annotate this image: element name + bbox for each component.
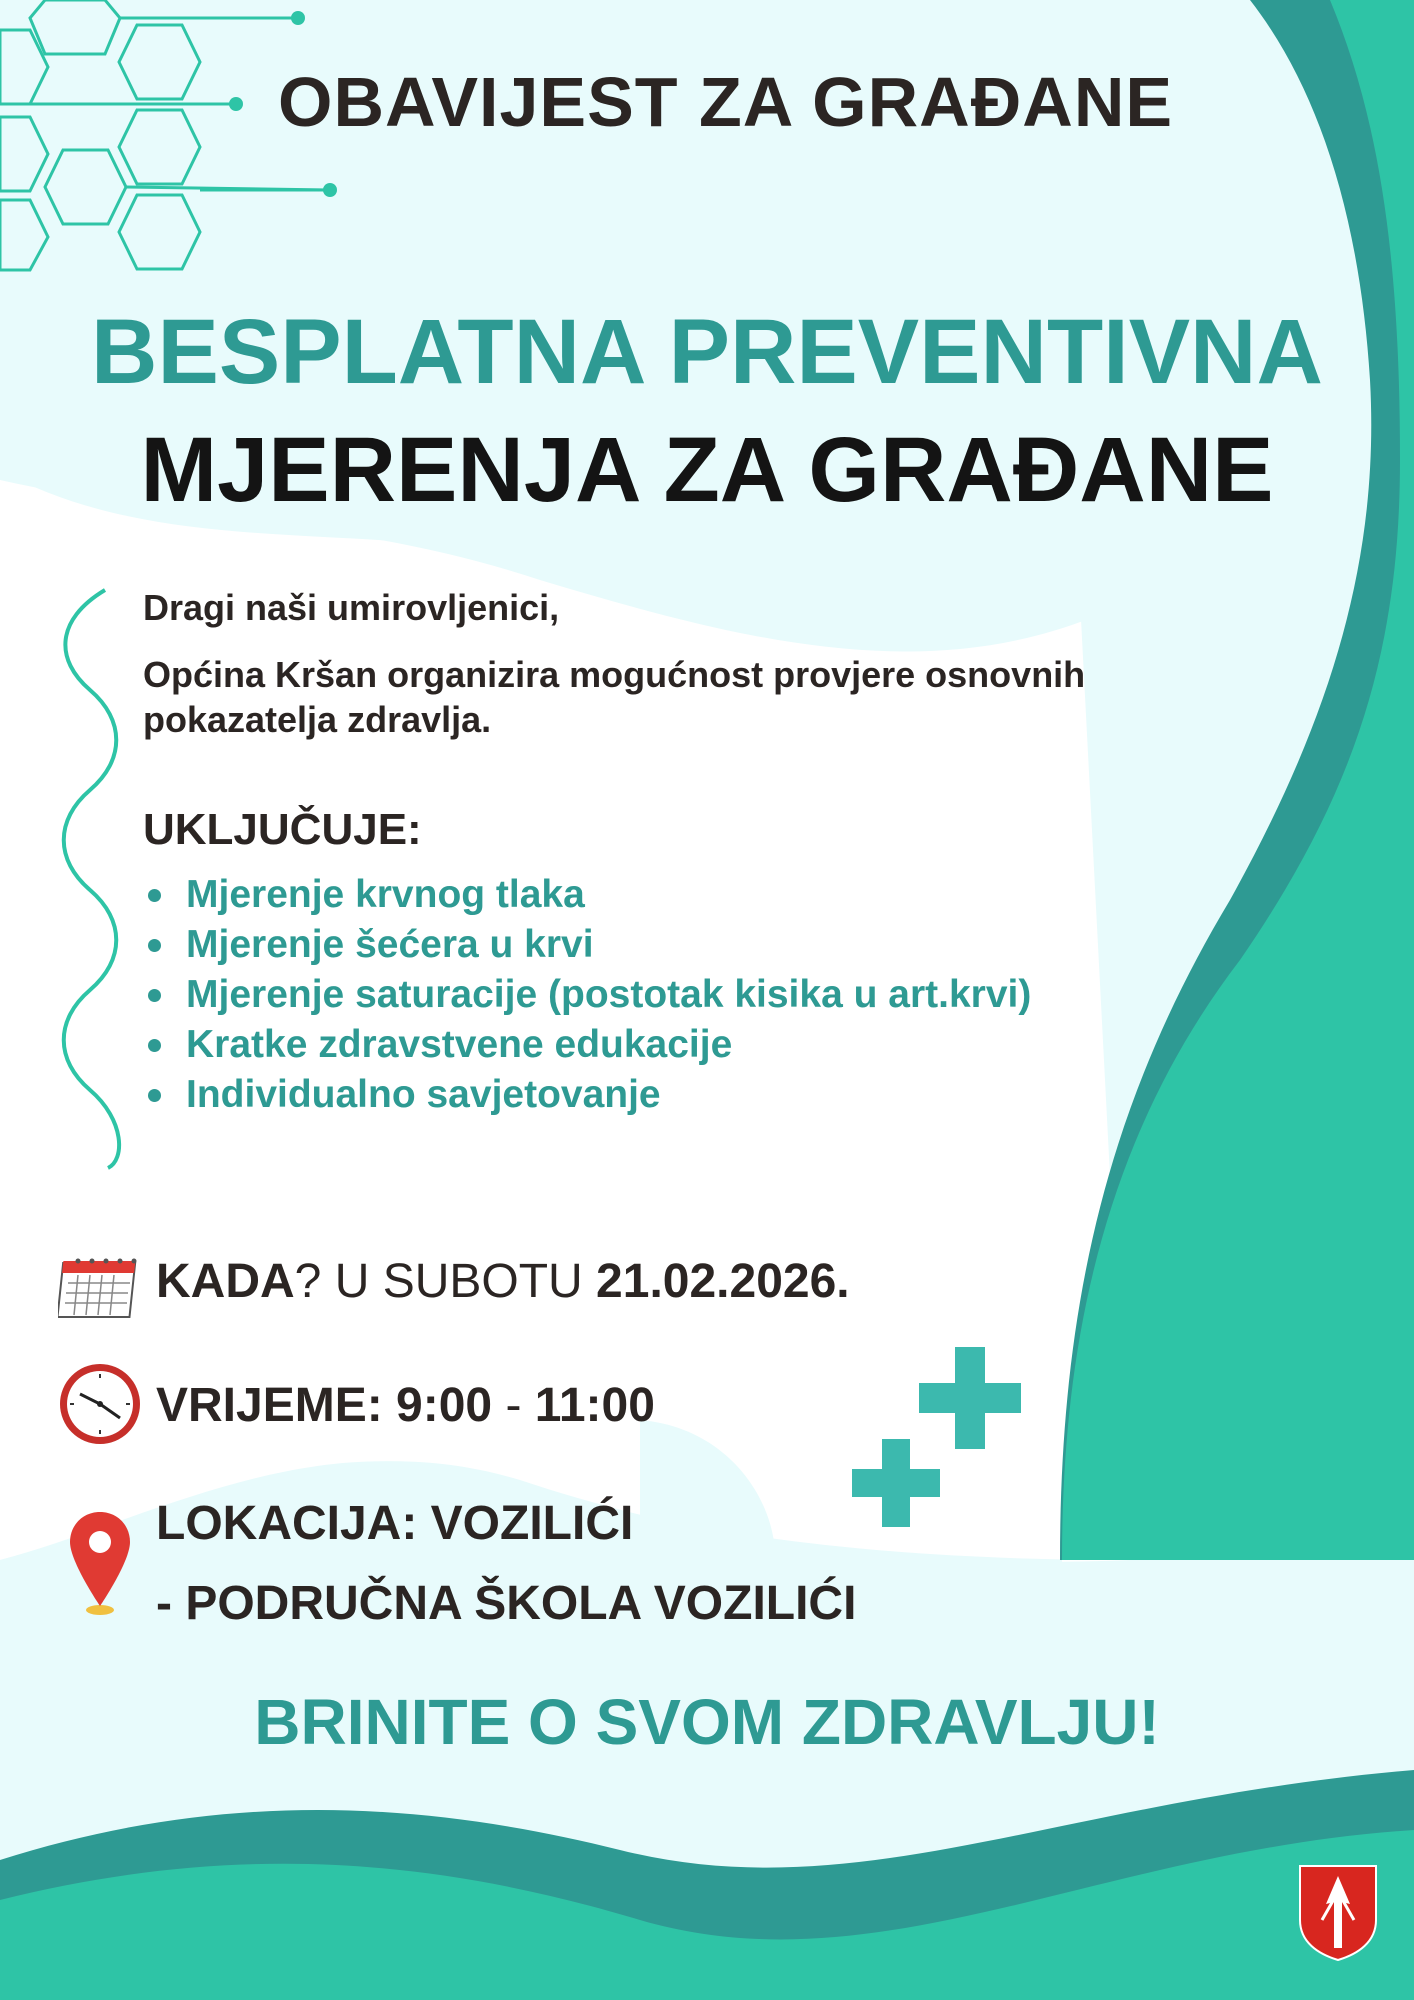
greeting: Dragi naši umirovljenici, xyxy=(143,587,560,628)
location-line1: LOKACIJA: VOZILIĆI xyxy=(156,1497,634,1550)
includes-heading: UKLJUČUJE: xyxy=(143,805,422,854)
coat-of-arms-icon xyxy=(1298,1862,1378,1962)
time-line: VRIJEME: 9:00 - 11:00 xyxy=(156,1379,655,1432)
services-list xyxy=(143,870,1083,1120)
main-title-line2: MJERENJA ZA GRAĐANE xyxy=(140,419,1274,521)
location-pin-icon xyxy=(68,1510,132,1618)
bullet-icon xyxy=(148,889,161,902)
notice-title: OBAVIJEST ZA GRAĐANE xyxy=(278,63,1174,141)
bullet-icon xyxy=(148,939,161,952)
intro-text: Općina Kršan organizira mogućnost provjere osnovnih pokazatelja zdravlja. xyxy=(143,654,1086,740)
list-item: Mjerenje saturacije (postotak kisika u art.krvi) xyxy=(143,970,1083,1020)
list-item: Kratke zdravstvene edukacije xyxy=(143,1020,1083,1070)
bullet-icon xyxy=(148,1089,161,1102)
list-item: Mjerenje krvnog tlaka xyxy=(143,870,1083,920)
list-item: Individualno savjetovanje xyxy=(143,1070,1083,1120)
bullet-icon xyxy=(148,989,161,1002)
closing-slogan: BRINITE O SVOM ZDRAVLJU! xyxy=(254,1686,1160,1758)
plus-icon xyxy=(852,1345,1024,1527)
location-line2: - PODRUČNA ŠKOLA VOZILIĆI xyxy=(156,1577,857,1630)
bullet-icon xyxy=(148,1039,161,1052)
list-item: Mjerenje šećera u krvi xyxy=(143,920,1083,970)
main-title-line1: BESPLATNA PREVENTIVNA xyxy=(91,301,1323,403)
when-line: KADA? U SUBOTU 21.02.2026. xyxy=(156,1255,850,1308)
calendar-icon xyxy=(58,1255,142,1321)
clock-icon xyxy=(58,1362,142,1446)
